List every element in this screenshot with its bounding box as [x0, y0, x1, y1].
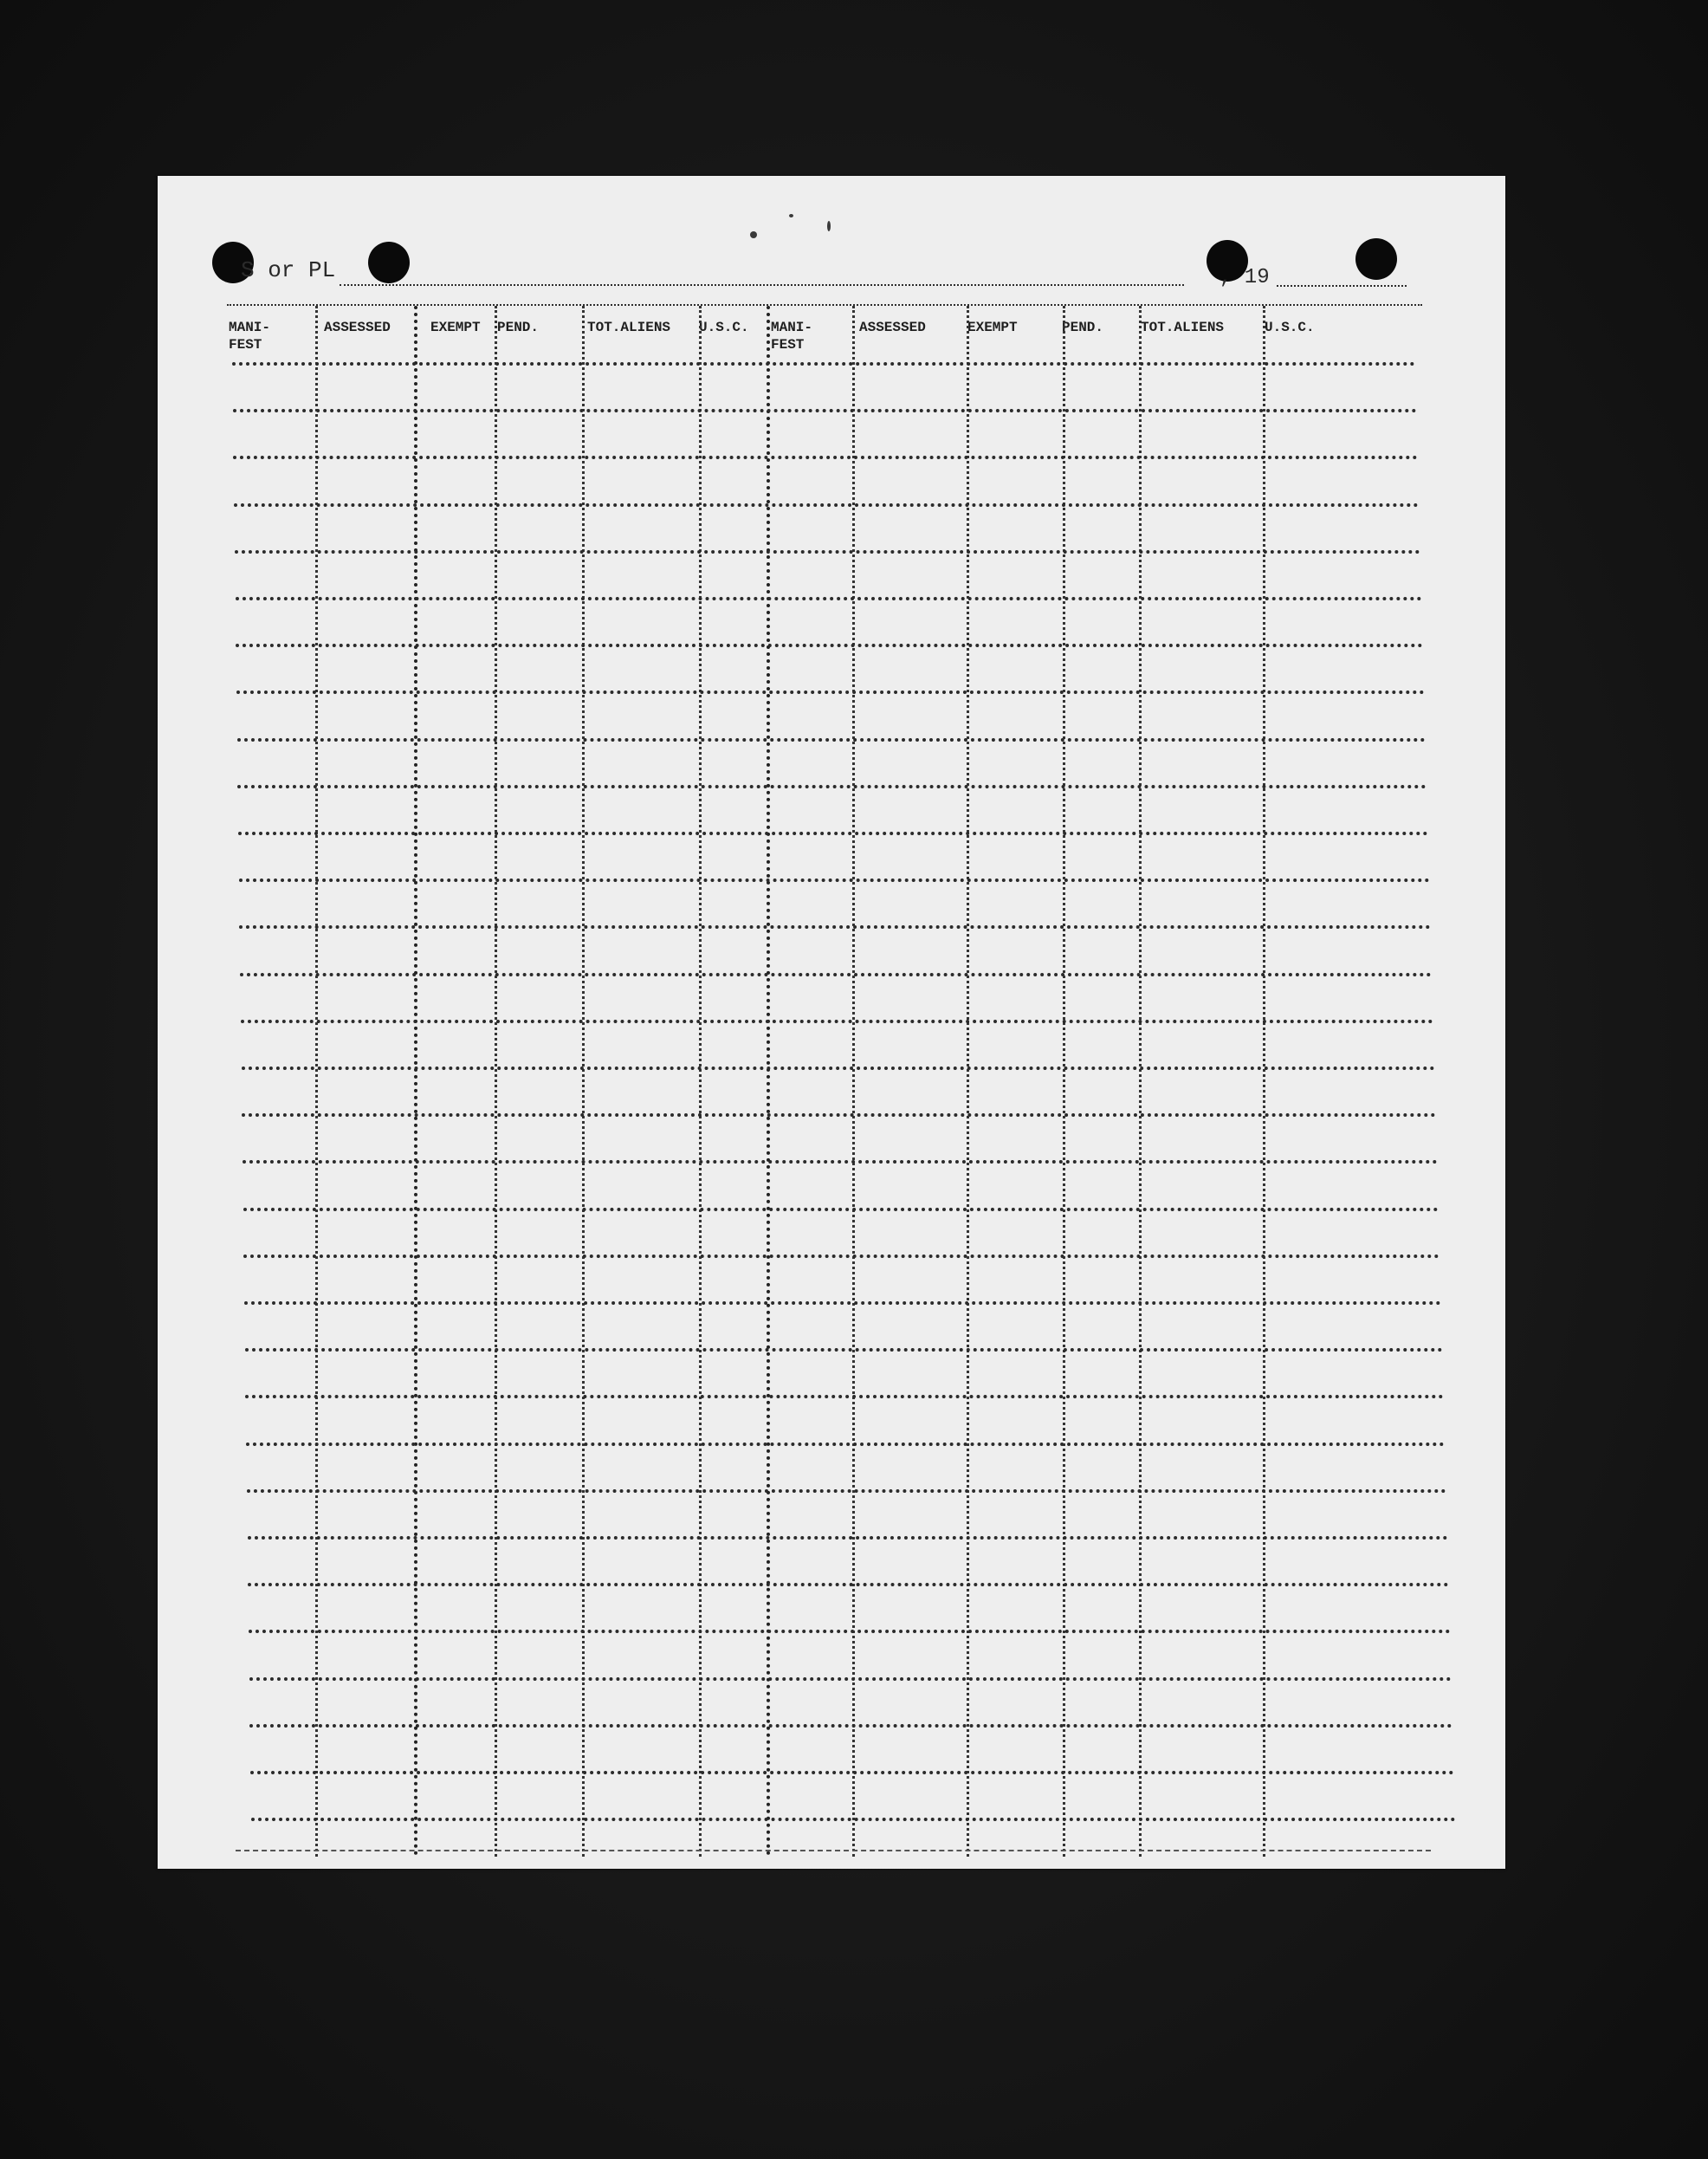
year-fill-line [1277, 285, 1407, 287]
column-divider [495, 306, 497, 1857]
table-row-line [241, 1020, 1433, 1023]
table-row-line [248, 1583, 1449, 1586]
table-row-line [250, 1771, 1454, 1774]
table-row-line [248, 1536, 1448, 1540]
column-divider [582, 306, 585, 1857]
table-row-line [236, 690, 1425, 694]
bottom-rule [236, 1850, 1431, 1851]
table-row-line [232, 362, 1415, 366]
port-label: S or PL [241, 257, 336, 283]
table-row-line [240, 973, 1432, 976]
punch-hole-left-2 [368, 242, 410, 283]
right-column-heading-1: MANI- FEST [771, 320, 813, 353]
header-rule [227, 304, 1422, 306]
table-row-line [234, 503, 1419, 507]
left-column-heading-4: PEND. [497, 320, 540, 335]
year-label: , 19 [1220, 266, 1270, 289]
column-divider [699, 306, 702, 1857]
table-row-line [251, 1818, 1456, 1821]
table-row-line [242, 1113, 1436, 1117]
column-divider [315, 306, 318, 1857]
table-row-line [249, 1630, 1451, 1633]
column-divider [414, 306, 417, 1857]
table-row-line [247, 1489, 1446, 1493]
punch-hole-right-2 [1355, 238, 1397, 280]
port-fill-line [340, 284, 1184, 286]
ink-mark [827, 221, 831, 231]
column-divider [1139, 306, 1142, 1857]
table-row-line [237, 785, 1427, 788]
table-row-line [239, 879, 1430, 882]
table-row-line [245, 1348, 1443, 1352]
left-column-heading-5: TOT.ALIENS [587, 320, 671, 335]
table-row-line [244, 1301, 1441, 1305]
table-row-line [249, 1724, 1452, 1728]
table-row-line [249, 1677, 1452, 1681]
column-divider [852, 306, 855, 1857]
table-row-line [243, 1255, 1440, 1258]
right-column-heading-3: EXEMPT [967, 320, 1018, 335]
left-column-heading-3: EXEMPT [430, 320, 481, 335]
left-column-heading-6: U.S.C. [699, 320, 749, 335]
table-row-line [246, 1443, 1445, 1446]
table-row-line [243, 1160, 1438, 1164]
ink-mark [750, 231, 757, 238]
right-column-heading-5: TOT.ALIENS [1141, 320, 1225, 335]
ink-mark [789, 214, 793, 217]
table-row-line [233, 456, 1418, 459]
table-row-line [236, 644, 1423, 647]
left-column-heading-1: MANI- FEST [229, 320, 271, 353]
table-row-line [239, 925, 1431, 929]
column-divider [967, 306, 969, 1857]
column-divider [1063, 306, 1065, 1857]
left-column-heading-2: ASSESSED [324, 320, 391, 335]
table-row-line [245, 1395, 1444, 1398]
table-row-line [243, 1208, 1439, 1211]
table-row-line [242, 1067, 1435, 1070]
right-column-heading-6: U.S.C. [1265, 320, 1315, 335]
table-row-line [233, 409, 1417, 412]
ledger-sheet [158, 176, 1505, 1869]
table-row-line [235, 550, 1420, 554]
table-row-line [238, 832, 1428, 835]
table-row-line [236, 597, 1422, 600]
column-divider [767, 306, 770, 1857]
right-column-heading-4: PEND. [1062, 320, 1104, 335]
right-column-heading-2: ASSESSED [859, 320, 926, 335]
column-divider [1263, 306, 1265, 1857]
table-row-line [237, 738, 1426, 742]
